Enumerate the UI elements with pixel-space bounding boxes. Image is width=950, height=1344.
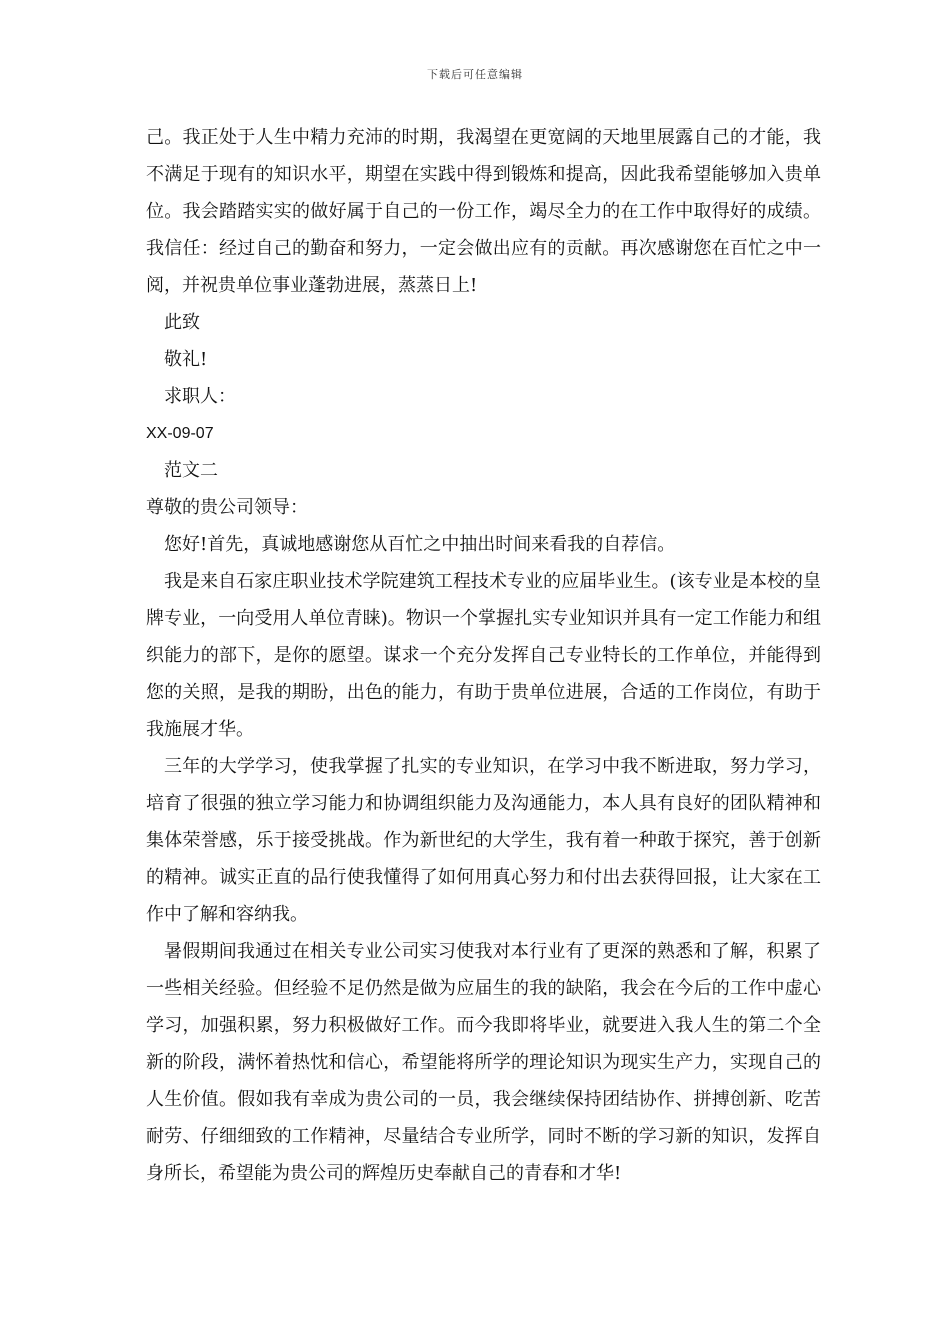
salutation-cizhi: 此致 [164,312,200,333]
letter2-paragraph-3: 三年的大学学习，使我掌握了扎实的专业知识，在学习中我不断进取，努力学习，培育了很强的独立学习能力和协调组织能力及沟通能力，本人具有良好的团队精神和集体荣誉感，乐于接受挑战。作为新世纪的大学生，我有着一种敢于探究，善于创新的精神。诚实正直的品行使我懂得了如何用真心努力和付出去获得回报，让大家在工作中了解和容纳我。 [146,756,821,925]
letter2-paragraph-2: 我是来自石家庄职业技术学院建筑工程技术专业的应届毕业生。(该专业是本校的皇牌专业，一向受用人单位青睐)。物识一个掌握扎实专业知识并具有一定工作能力和组织能力的部下，是你的愿望。谋求一个充分发挥自己专业特长的工作单位，并能得到您的关照，是我的期盼，出色的能力，有助于贵单位进展，合适的工作岗位，有助于我施展才华。 [146,571,821,740]
letter2-paragraph-1: 您好!首先，真诚地感谢您从百忙之中抽出时间来看我的自荐信。 [164,534,676,555]
page-header-note: 下载后可任意编辑 [427,68,523,81]
letter1-closing-paragraph: 己。我正处于人生中精力充沛的时期，我渴望在更宽阔的天地里展露自己的才能，我不满足于现有的知识水平，期望在实践中得到锻炼和提高，因此我希望能够加入贵单位。我会踏踏实实的做好属于自己的一份工作，竭尽全力的在工作中取得好的成绩。我信任：经过自己的勤奋和努力，一定会做出应有的贡献。再次感谢您在百忙之中一阅，并祝贵单位事业蓬勃进展，蒸蒸日上! [146,127,821,296]
signature-label: 求职人： [164,386,236,407]
section-title: 范文二 [164,460,218,481]
document-body [146,119,821,1192]
letter2-greeting: 尊敬的贵公司领导： [146,497,308,518]
letter2-paragraph-4: 暑假期间我通过在相关专业公司实习使我对本行业有了更深的熟悉和了解，积累了一些相关经验。但经验不足仍然是做为应届生的我的缺陷，我会在今后的工作中虚心学习，加强积累，努力积极做好工作。而今我即将毕业，就要进入我人生的第二个全新的阶段，满怀着热忱和信心，希望能将所学的理论知识为现实生产力，实现自己的人生价值。假如我有幸成为贵公司的一员，我会继续保持团结协作、拼搏创新、吃苦耐劳、仔细细致的工作精神，尽量结合专业所学，同时不断的学习新的知识，发挥自身所长，希望能为贵公司的辉煌历史奉献自己的青春和才华! [146,941,821,1184]
salutation-jingli: 敬礼! [164,349,208,370]
letter-date: XX-09-07 [146,425,214,442]
